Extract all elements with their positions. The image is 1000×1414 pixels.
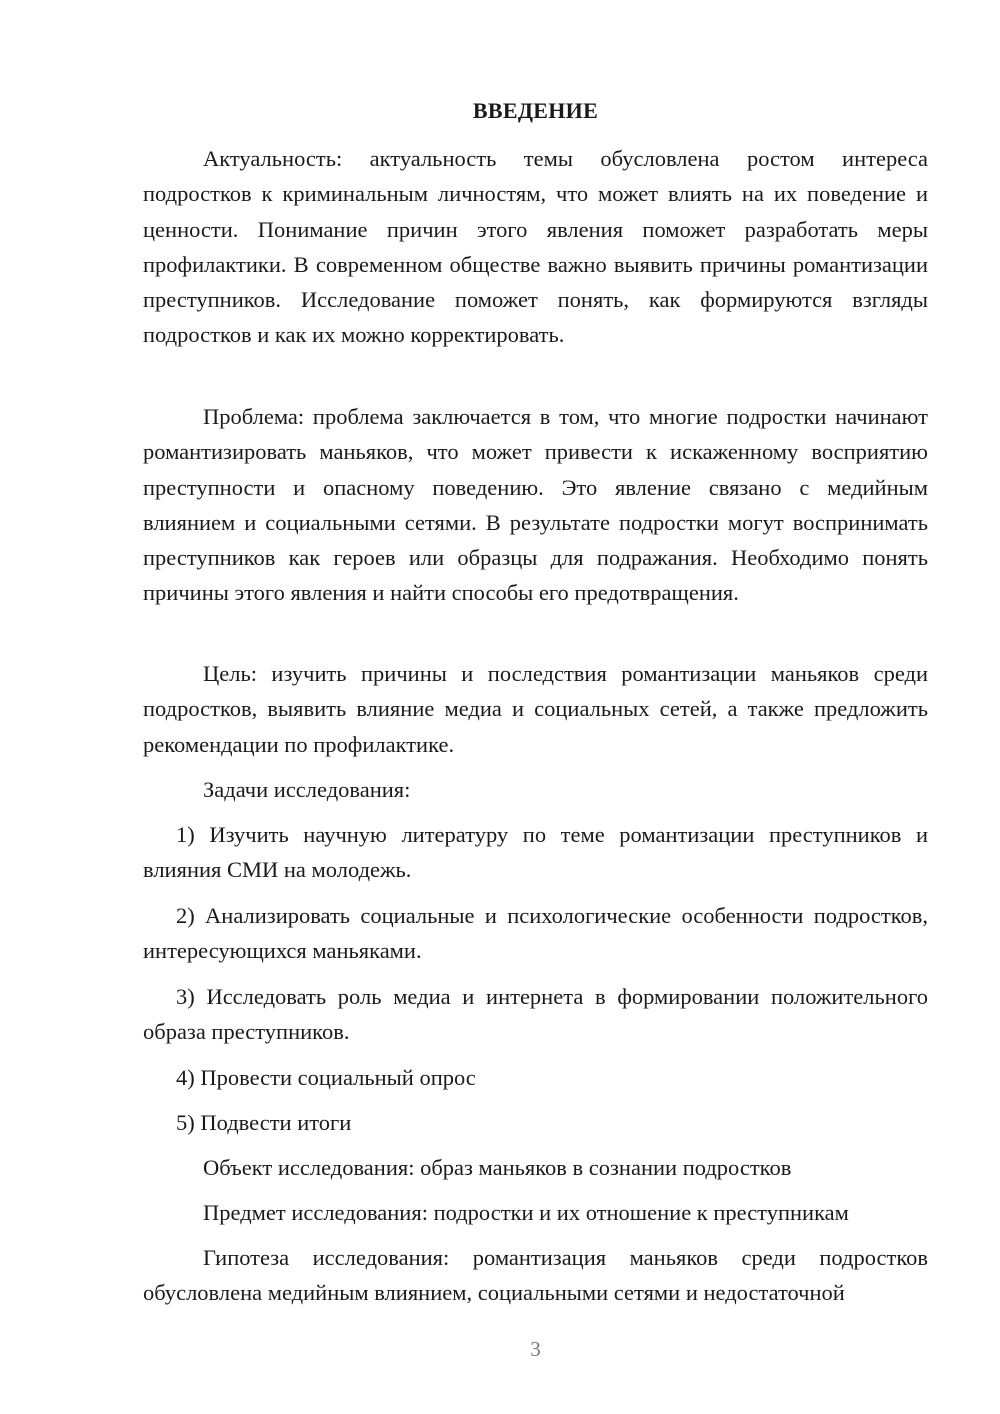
paragraph-subject: Предмет исследования: подростки и их отношение к преступникам <box>203 1200 849 1225</box>
paragraph-problem: Проблема: проблема заключается в том, что многие подростки начинают романтизировать маньяков, что может привести к искаженному восприятию преступности и опасному поведению. Это явление связано с медийным влиянием и социальными сетями. В результате подростки могут воспринимать преступников как героев или образцы для подражания. Необходимо понять причины этого явления и найти способы его предотвращения. <box>143 404 928 606</box>
paragraph-relevance: Актуальность: актуальность темы обусловлена ростом интереса подростков к криминальным личностям, что может влиять на их поведение и ценности. Понимание причин этого явления поможет разработать меры профилактики. В современном обществе важно выявить причины романтизации преступников. Исследование поможет понять, как формируются взгляды подростков и как их можно корректировать. <box>143 146 928 348</box>
section-title: ВВЕДЕНИЕ <box>472 98 599 123</box>
list-item-task-4: 4) Провести социальный опрос <box>176 1065 476 1090</box>
page-number: 3 <box>530 1337 541 1361</box>
document-page <box>143 0 928 1414</box>
list-item-task-2: 2) Анализировать социальные и психологические особенности подростков, интересующихся маньяками. <box>143 903 928 964</box>
list-item-task-1: 1) Изучить научную литературу по теме романтизации преступников и влияния СМИ на молодежь. <box>143 822 928 883</box>
paragraph-object: Объект исследования: образ маньяков в сознании подростков <box>203 1155 792 1180</box>
paragraph-tasks-heading: Задачи исследования: <box>203 777 411 802</box>
paragraph-goal: Цель: изучить причины и последствия романтизации маньяков среди подростков, выявить влияние медиа и социальных сетей, а также предложить рекомендации по профилактике. <box>143 661 928 757</box>
list-item-task-5: 5) Подвести итоги <box>176 1110 352 1135</box>
paragraph-hypothesis: Гипотеза исследования: романтизация маньяков среди подростков обусловлена медийным влиянием, социальными сетями и недостаточной <box>143 1245 928 1306</box>
list-item-task-3: 3) Исследовать роль медиа и интернета в формировании положительного образа преступников. <box>143 984 928 1045</box>
